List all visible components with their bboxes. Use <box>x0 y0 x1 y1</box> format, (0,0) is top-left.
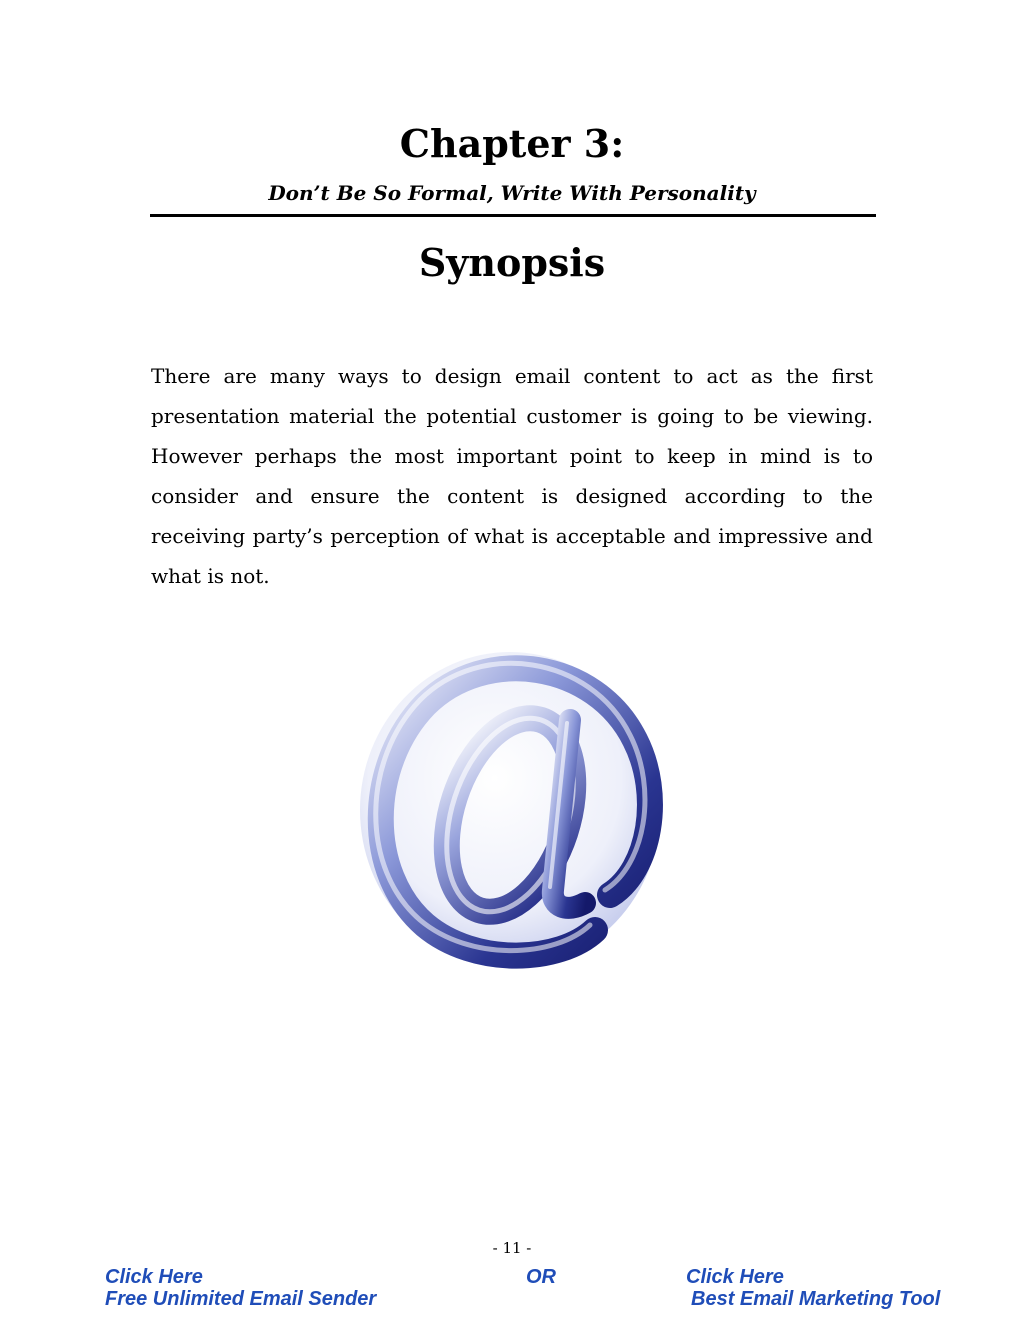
footer-link-marketing-tool-line1: Click Here <box>686 1266 784 1288</box>
synopsis-paragraph: There are many ways to design email content to act as the first presentation material the potential customer is going to be viewing. However perhaps the most important point to keep in mind is to consider and ensure the content is designed according to the receiving party’s perception of what is acceptable and impressive and what is not. <box>151 364 873 588</box>
footer-link-email-sender[interactable] <box>105 1266 376 1310</box>
footer-link-marketing-tool[interactable] <box>686 1266 940 1310</box>
footer-link-email-sender-line1: Click Here <box>105 1266 203 1288</box>
footer-link-email-sender-line2: Free Unlimited Email Sender <box>105 1288 377 1310</box>
at-sign-icon <box>345 645 685 985</box>
section-title: Synopsis <box>418 240 606 285</box>
footer-separator: OR <box>526 1266 556 1288</box>
title-divider <box>150 214 876 217</box>
footer-link-marketing-tool-line2: Best Email Marketing Tool <box>691 1288 941 1310</box>
chapter-title: Chapter 3: <box>399 121 625 166</box>
chapter-subtitle: Don’t Be So Formal, Write With Personality <box>268 181 756 205</box>
page-number: - 11 - <box>492 1239 532 1257</box>
at-sign-illustration <box>345 645 685 985</box>
